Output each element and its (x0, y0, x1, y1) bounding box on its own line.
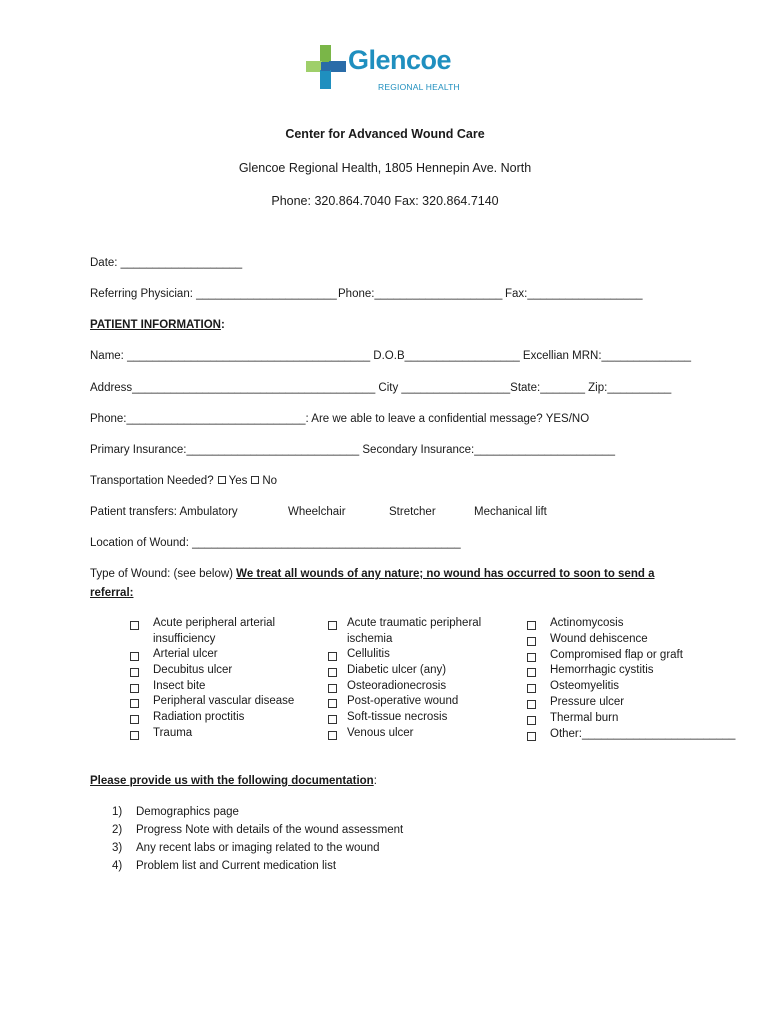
wound-checkbox[interactable] (130, 668, 139, 677)
patient-address-line[interactable]: Address______________________________________ City _________________State:_______ Zip:__________ (90, 382, 672, 394)
wound-checkbox[interactable] (527, 684, 536, 693)
wound-checkbox[interactable] (328, 652, 337, 661)
patient-phone-line[interactable]: Phone:____________________________: Are we able to leave a confidential message? YES/NO (90, 413, 590, 425)
wound-checkbox[interactable] (328, 731, 337, 740)
wound-checkbox[interactable] (328, 668, 337, 677)
wound-type-intro: Type of Wound: (see below) We treat all wounds of any nature; no wound has occurred to soon to send a (90, 568, 655, 580)
transport-yes-checkbox[interactable] (218, 476, 226, 484)
wound-location-line[interactable]: Location of Wound: __________________________________________ (90, 537, 461, 549)
wound-checkbox[interactable] (527, 668, 536, 677)
wound-checkbox[interactable] (130, 731, 139, 740)
referring-physician-field[interactable]: Referring Physician: ______________________ (90, 288, 337, 300)
documentation-heading: Please provide us with the following documentation: (90, 775, 377, 787)
transfer-stretcher: Stretcher (389, 506, 436, 518)
wound-checkbox[interactable] (130, 699, 139, 708)
transportation-line (90, 475, 277, 487)
cross-logo-icon (306, 45, 346, 89)
wound-checkbox[interactable] (527, 637, 536, 646)
referring-phone-field[interactable]: Phone:____________________ (338, 288, 503, 300)
date-field[interactable]: Date: ___________________ (90, 257, 243, 269)
wound-checkbox[interactable] (527, 653, 536, 662)
transport-no-label: No (262, 475, 278, 487)
transport-no-checkbox[interactable] (251, 476, 259, 484)
transfer-ambulatory: Patient transfers: Ambulatory (90, 506, 238, 518)
transfer-wheelchair: Wheelchair (288, 506, 346, 518)
transport-yes-label: Yes (228, 475, 248, 487)
wound-checkbox[interactable] (130, 684, 139, 693)
wound-checkbox[interactable] (130, 715, 139, 724)
wound-checkbox[interactable] (328, 684, 337, 693)
referring-fax-field[interactable]: Fax:__________________ (505, 288, 643, 300)
logo-subtitle: REGIONAL HEALTH (378, 82, 460, 92)
facility-address: Glencoe Regional Health, 1805 Hennepin Ave. North (238, 161, 532, 175)
wound-checkbox[interactable] (527, 700, 536, 709)
patient-info-heading: PATIENT INFORMATION: (90, 319, 225, 331)
transportation-question: Transportation Needed? (90, 475, 214, 487)
wound-checkbox[interactable] (328, 699, 337, 708)
facility-contact: Phone: 320.864.7040 Fax: 320.864.7140 (271, 194, 499, 208)
wound-checkbox[interactable] (527, 621, 536, 630)
logo-wordmark: Glencoe (348, 45, 452, 75)
wound-checkbox[interactable] (328, 715, 337, 724)
transfer-mechanical-lift: Mechanical lift (474, 506, 547, 518)
insurance-line[interactable]: Primary Insurance:___________________________ Secondary Insurance:______________________ (90, 444, 615, 456)
wound-checkbox[interactable] (328, 621, 337, 630)
wound-type-intro-cont: referral: (90, 587, 134, 599)
patient-name-line[interactable]: Name: ______________________________________ D.O.B__________________ Excellian MRN:______________ (90, 350, 692, 362)
glencoe-logo (306, 45, 466, 97)
wound-checkbox[interactable] (527, 732, 536, 741)
wound-checkbox[interactable] (130, 652, 139, 661)
wound-checkbox[interactable] (527, 716, 536, 725)
wound-checkbox[interactable] (130, 621, 139, 630)
form-title: Center for Advanced Wound Care (285, 127, 485, 141)
